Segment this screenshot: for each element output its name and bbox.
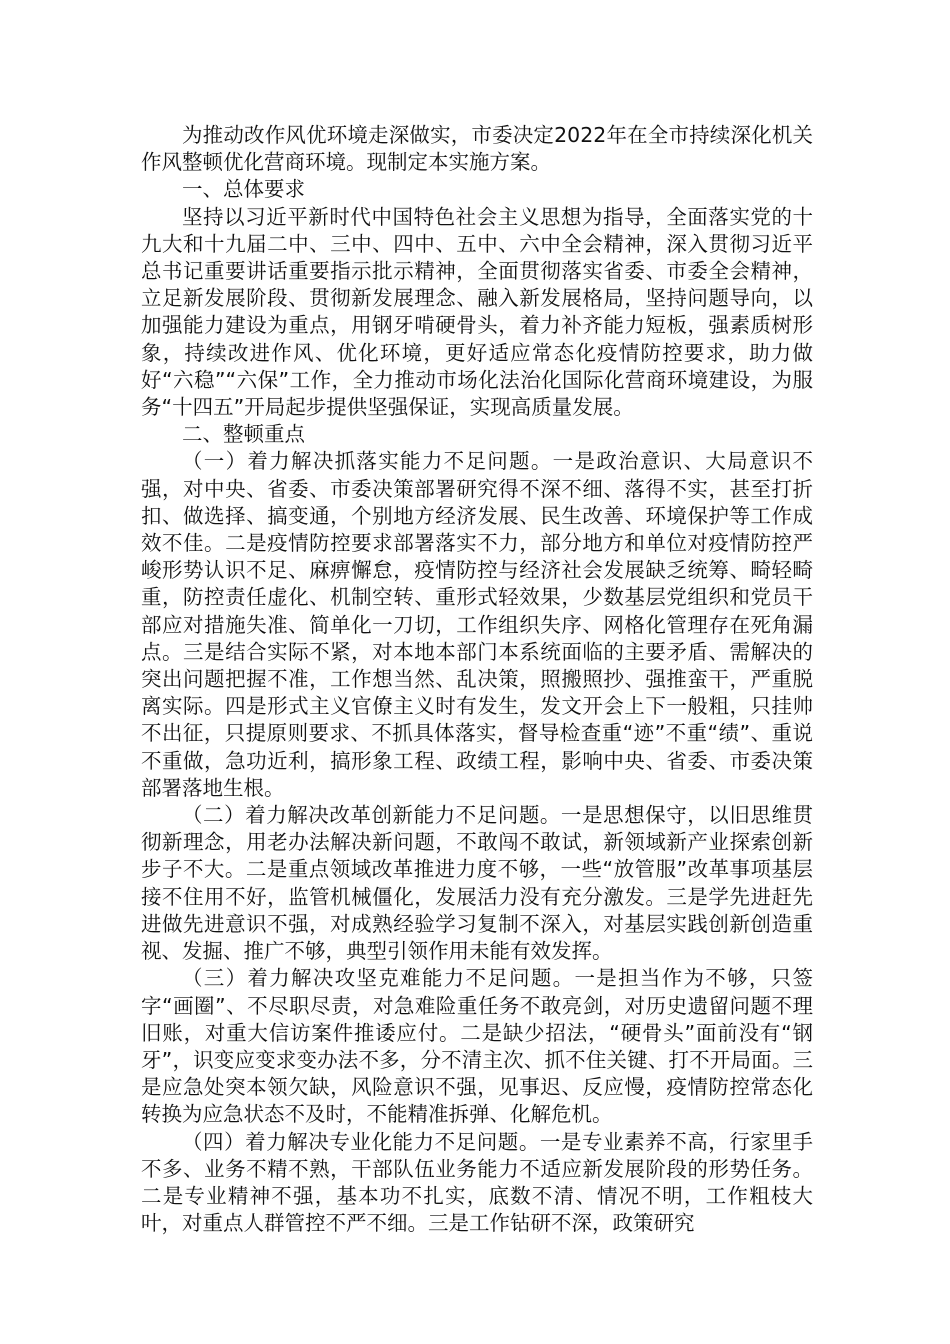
section-heading-general-requirements: 一、总体要求 (182, 177, 305, 202)
key-point-3-paragraph: （三）着力解决攻坚克难能力不足问题。一是担当作为不够，只签字“画圈”、不尽职尽责，对急难险重任务不敢亮剑，对历史遗留问题不理旧账，对重大信访案件推诿应付。二是缺少招法，“硬骨头”面前没有“钢牙”，识变应变求变办法不多，分不清主次、抓不住关键、打不开局面。三是应急处突本领欠缺，风险意识不强，见事迟、反应慢，疫情防控常态化转换为应急状态不及时，不能精准拆弹、化解危机。 (141, 966, 813, 1127)
key-point-2-paragraph: （二）着力解决改革创新能力不足问题。一是思想保守，以旧思维贯彻新理念，用老办法解决新问题，不敢闯不敢试，新领域新产业探索创新步子不大。二是重点领域改革推进力度不够，一些“放管服”改革事项基层接不住用不好，监管机械僵化，发展活力没有充分激发。三是学先进赶先进做先进意识不强，对成熟经验学习复制不深入，对基层实践创新创造重视、发掘、推广不够，典型引领作用未能有效发挥。 (141, 803, 813, 964)
key-point-1-paragraph: （一）着力解决抓落实能力不足问题。一是政治意识、大局意识不强，对中央、省委、市委决策部署研究得不深不细、落得不实，甚至打折扣、做选择、搞变通，个别地方经济发展、民生改善、环境保护等工作成效不佳。二是疫情防控要求部署落实不力，部分地方和单位对疫情防控严峻形势认识不足、麻痹懈怠，疫情防控与经济社会发展缺乏统筹、畸轻畸重，防控责任虚化、机制空转、重形式轻效果，少数基层党组织和党员干部应对措施失准、简单化一刀切，工作组织失序、网格化管理存在死角漏点。三是结合实际不紧，对本地本部门本系统面临的主要矛盾、需解决的突出问题把握不准，工作想当然、乱决策，照搬照抄、强推蛮干，严重脱离实际。四是形式主义官僚主义时有发生，发文开会上下一般粗，只挂帅不出征，只提原则要求、不抓具体落实，督导检查重“迹”不重“绩”、重说不重做，急功近利，搞形象工程、政绩工程，影响中央、省委、市委决策部署落地生根。 (141, 449, 813, 800)
key-point-4-paragraph: （四）着力解决专业化能力不足问题。一是专业素养不高，行家里手不多、业务不精不熟，干部队伍业务能力不适应新发展阶段的形势任务。二是专业精神不强，基本功不扎实，底数不清、情况不明，工作粗枝大叶，对重点人群管控不严不细。三是工作钻研不深，政策研究 (141, 1129, 813, 1236)
section-heading-key-points: 二、整顿重点 (182, 422, 305, 447)
document-body (141, 122, 813, 1237)
intro-paragraph: 为推动改作风优环境走深做实，市委决定2022年在全市持续深化机关作风整顿优化营商环境。现制定本实施方案。 (141, 123, 813, 175)
general-requirements-paragraph: 坚持以习近平新时代中国特色社会主义思想为指导，全面落实党的十九大和十九届二中、三中、四中、五中、六中全会精神，深入贯彻习近平总书记重要讲话重要指示批示精神，全面贯彻落实省委、市委全会精神，立足新发展阶段、贯彻新发展理念、融入新发展格局，坚持问题导向，以加强能力建设为重点，用钢牙啃硬骨头，着力补齐能力短板，强素质树形象，持续改进作风、优化环境，更好适应常态化疫情防控要求，助力做好“六稳”“六保”工作，全力推动市场化法治化国际化营商环境建设，为服务“十四五”开局起步提供坚强保证，实现高质量发展。 (141, 204, 813, 420)
